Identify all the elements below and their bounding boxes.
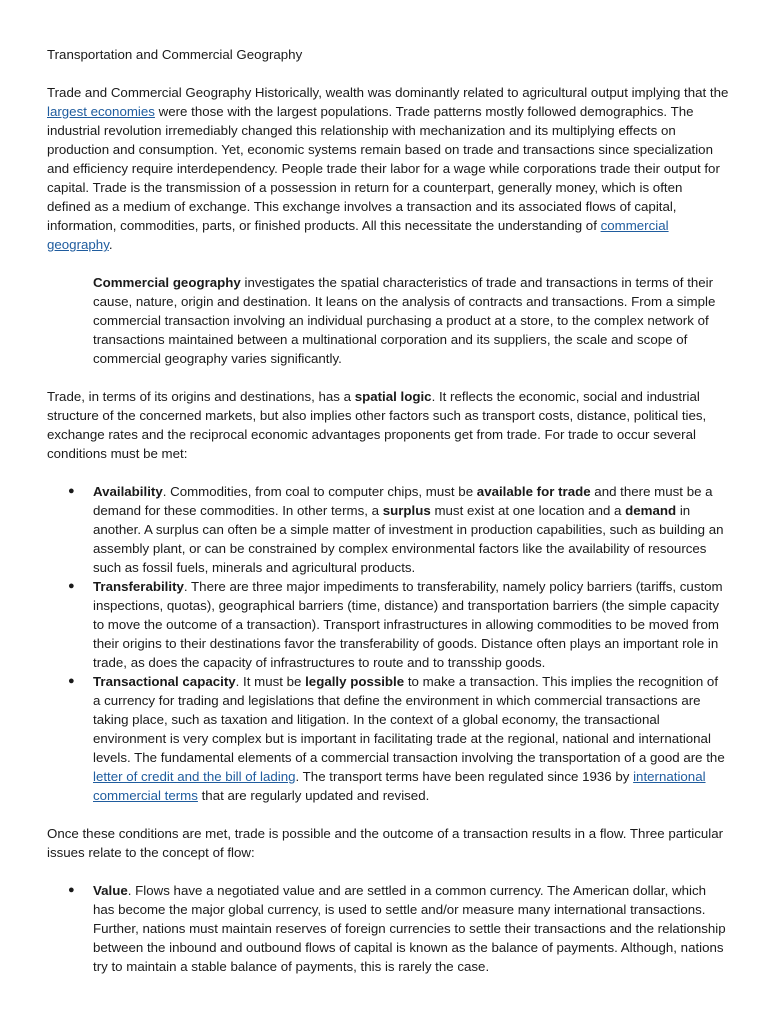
document-page [47, 45, 729, 995]
conditions-list [47, 482, 729, 805]
list-item-transactional-capacity [47, 672, 729, 805]
intro-text-1: Trade and Commercial Geography Historically, wealth was dominantly related to agricultural output implying that the [47, 85, 729, 100]
intro-text-2: were those with the largest populations. Trade patterns mostly followed demographics. The industrial revolution irremediably changed this relationship with mechanization and its multiplying effects on production and consumption. Yet, economic systems remain based on trade and transactions since specialization and efficiency require interdependency. People trade their labor for a wage while corporations trade their output for capital. Trade is the transmission of a possession in return for a counterpart, generally money, which is often defined as a medium of exchange. This exchange involves a transaction and its associated flows of capital, information, commodities, parts, or finished products. All this necessitate the understanding of [47, 104, 720, 233]
availability-text-3: must exist at one location and a [430, 503, 626, 518]
definition-term: Commercial geography [93, 275, 241, 290]
definition-text: investigates the spatial characteristics of trade and transactions in terms of their cause, nature, origin and destination. It leans on the analysis of contracts and transactions. From a simple commercial transaction involving an individual purchasing a product at a store, to the complex network of transactions maintained between a multinational corporation and its suppliers, the scale and scope of commercial geography varies significantly. [93, 275, 716, 366]
definition-block [93, 273, 729, 368]
transactional-text-3: . The transport terms have been regulated since 1936 by [295, 769, 634, 784]
value-term: Value [93, 883, 128, 898]
surplus-bold: surplus [382, 503, 431, 518]
international-commercial-terms-link[interactable]: international commercial terms [93, 769, 706, 803]
list-item-value [47, 881, 729, 976]
transferability-text: . There are three major impediments to transferability, namely policy barriers (tariffs, custom inspections, quotas), geographical barriers (time, distance) and transportation barriers (the simple capacity to move the outcome of a transaction). Transport infrastructures in allowing commodities to be moved from their origins to their destinations favor the transferability of goods. Distance often plays an important role in trade, as does the capacity of infrastructures to route and to transship goods. [93, 579, 723, 670]
demand-bold: demand [625, 503, 677, 518]
bullet-icon: ● [68, 675, 75, 687]
spatial-text-2: . It reflects the economic, social and industrial structure of the concerned markets, but also implies other factors such as transport costs, distance, political ties, exchange rates and the reciprocal economic advantages proponents get from trade. For trade to occur several conditions must be met: [47, 389, 707, 461]
spatial-logic-bold: spatial logic [354, 389, 432, 404]
spatial-logic-paragraph [47, 387, 729, 463]
document-title: Transportation and Commercial Geography [47, 47, 303, 62]
intro-text-3: . [108, 237, 113, 252]
transferability-term: Transferability [93, 579, 184, 594]
list-item-availability [47, 482, 729, 577]
available-for-trade-bold: available for trade [476, 484, 591, 499]
availability-text-1: . Commodities, from coal to computer chips, must be [162, 484, 477, 499]
bullet-icon: ● [68, 580, 75, 592]
bullet-icon: ● [68, 485, 75, 497]
transactional-capacity-term: Transactional capacity [93, 674, 236, 689]
letter-of-credit-link[interactable]: letter of credit and the bill of lading [93, 769, 296, 784]
list-item-transferability [47, 577, 729, 672]
commercial-geography-link[interactable]: commercial geography [47, 218, 669, 252]
flow-paragraph: Once these conditions are met, trade is possible and the outcome of a transaction results in a flow. Three particular issues relate to the concept of flow: [47, 826, 724, 860]
flow-issues-list [47, 881, 729, 976]
spatial-text-1: Trade, in terms of its origins and destinations, has a [47, 389, 355, 404]
availability-text-4: in another. A surplus can often be a simple matter of investment in production capabilities, such as building an assembly plant, or can be constrained by complex environmental factors like the availability of resources such as fossil fuels, minerals and agricultural products. [93, 503, 724, 575]
availability-text-2: and there must be a demand for these commodities. In other terms, a [93, 484, 713, 518]
transactional-text-2: to make a transaction. This implies the recognition of a currency for trading and legislations that define the environment in which commercial transactions are taking place, such as taxation and litigation. In the context of a global economy, the transactional environment is very complex but is important in facilitating trade at the regional, national and international levels. The fundamental elements of a commercial transaction involving the transportation of a good are the [93, 674, 725, 765]
intro-paragraph [47, 83, 729, 254]
transactional-text-4: that are regularly updated and revised. [197, 788, 430, 803]
transactional-text-1: . It must be [235, 674, 306, 689]
availability-term: Availability [93, 484, 163, 499]
bullet-icon: ● [68, 884, 75, 896]
largest-economies-link[interactable]: largest economies [47, 104, 155, 119]
legally-possible-bold: legally possible [305, 674, 405, 689]
value-text: . Flows have a negotiated value and are settled in a common currency. The American dollar, which has become the major global currency, is used to settle and/or measure many international transactions. Further, nations must maintain reserves of foreign currencies to settle their transactions and the relationship between the inbound and outbound flows of capital is known as the balance of payments. Although, nations try to maintain a stable balance of payments, this is rarely the case. [93, 883, 726, 974]
